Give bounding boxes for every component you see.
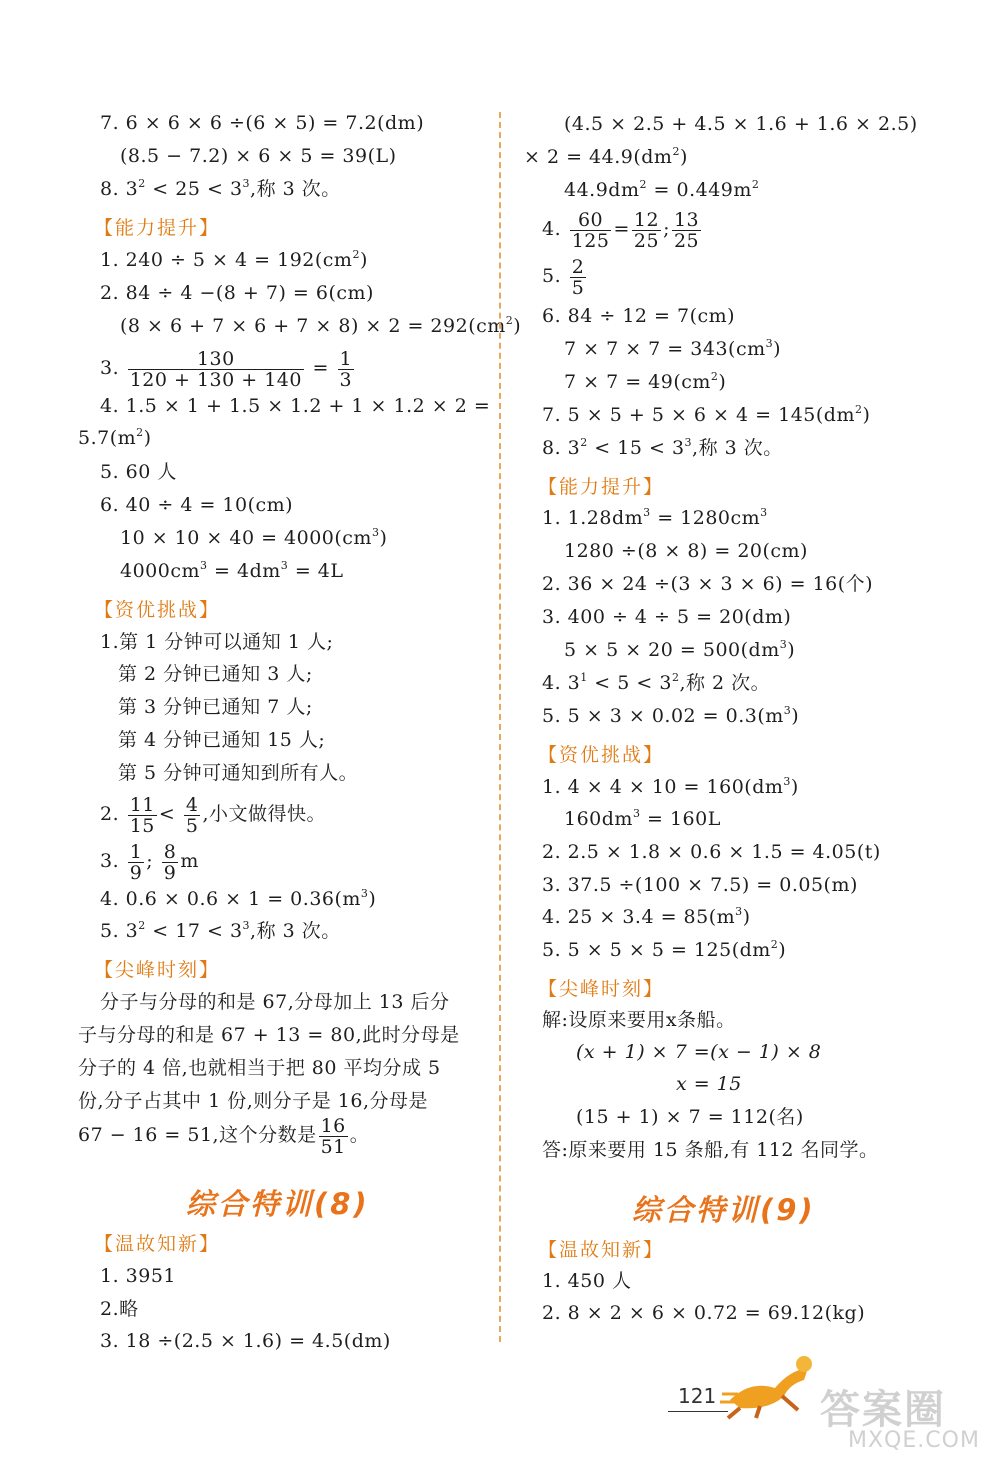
- answer-line: 5. $5 \times 3 \times 0.02 = 0.3(m^3)$: [542, 704, 800, 727]
- page-number-underline: [668, 1411, 728, 1412]
- fraction: $\frac{2}{5}$: [571, 255, 585, 299]
- answer-line: 答:原来要用 15 条船,有 112 名同学。: [542, 1139, 879, 1161]
- answer-line: 6. 40 ÷ 4 = 10(cm): [100, 494, 294, 516]
- section-heading: 【能力提升】: [94, 217, 221, 239]
- answer-line: 2. 36 × 24 ÷(3 × 3 × 6) = 16(个): [542, 573, 874, 595]
- answer-line: 4. $\frac{60}{125}$ = $\frac{12}{25}$ ; $\frac{13}{25}$: [542, 208, 700, 252]
- answer-line: (15 + 1) × 7 = 112(名): [576, 1106, 804, 1128]
- answer-line: 第 4 分钟已通知 15 人;: [118, 729, 326, 751]
- answer-line: 1. $4 \times 4 \times 10 = 160(dm^3)$: [542, 775, 799, 798]
- answer-line: 4. 1.5 × 1 + 1.5 × 1.2 + 1 × 1.2 × 2 =: [100, 395, 491, 417]
- answer-line: 1.第 1 分钟可以通知 1 人;: [100, 631, 334, 653]
- answer-line: (8.5 − 7.2) × 6 × 5 = 39(L): [120, 145, 397, 167]
- answer-line: 2. 8 × 2 × 6 × 0.72 = 69.12(kg): [542, 1302, 866, 1324]
- fraction: $\frac{12}{25}$: [633, 208, 660, 252]
- paragraph-line: 子与分母的和是 67 + 13 = 80,此时分母是: [78, 1024, 460, 1046]
- watermark-logo: 答案圈: [820, 1387, 946, 1433]
- fraction: $\frac{1}{9}$: [129, 840, 143, 884]
- answer-line: 5. 60 人: [100, 461, 177, 483]
- answer-line: 4. $25 \times 3.4 = 85(m^3)$: [542, 905, 751, 928]
- answer-line: 5. $\frac{2}{5}$: [542, 255, 585, 299]
- answer-line: 2.略: [100, 1298, 139, 1320]
- column-divider: [499, 112, 501, 1342]
- answer-line: 第 2 分钟已通知 3 人;: [118, 663, 313, 685]
- fraction: $\frac{60}{125}$: [571, 208, 610, 252]
- paragraph-line: 分子的 4 倍,也就相当于把 80 平均分成 5: [78, 1057, 441, 1079]
- answer-line: 1. 450 人: [542, 1270, 632, 1292]
- answer-line: $44.9dm^2 = 0.449m^2$: [564, 178, 760, 201]
- answer-line: 解:设原来要用x条船。: [542, 1009, 736, 1031]
- answer-line: 3. 400 ÷ 4 ÷ 5 = 20(dm): [542, 606, 792, 628]
- fraction: $\frac{4}{5}$: [185, 793, 199, 837]
- section-heading: 【能力提升】: [538, 476, 665, 498]
- answer-line: $(8 \times 6 + 7 \times 6 + 7 \times 8) \times 2 = 292(cm^2)$: [120, 314, 522, 337]
- section-heading: 【资优挑战】: [94, 599, 221, 621]
- answer-line: 7. $5 \times 5 + 5 \times 6 \times 4 = 145(dm^2)$: [542, 403, 871, 426]
- answer-line: 第 5 分钟可通知到所有人。: [118, 762, 359, 784]
- answer-line: 3. $\frac{130}{120 + 130 + 140}$ = $\frac{1}{3}$: [100, 347, 353, 391]
- answer-line: 3. 37.5 ÷(100 × 7.5) = 0.05(m): [542, 874, 858, 896]
- fraction: $\frac{1}{3}$: [339, 347, 353, 391]
- running-mascot-icon: [720, 1350, 820, 1420]
- answer-line: 7. 6 × 6 × 6 ÷(6 × 5) = 7.2(dm): [100, 112, 425, 134]
- answer-line: 2. $\frac{11}{15}$ < $\frac{4}{5}$ ,小文做得快。: [100, 793, 326, 837]
- answer-line: 3. $\frac{1}{9}$ ; $\frac{8}{9}$ m: [100, 840, 199, 884]
- answer-line: 3. 18 ÷(2.5 × 1.6) = 4.5(dm): [100, 1330, 391, 1352]
- answer-line: $4000cm^3 = 4dm^3 = 4L$: [120, 559, 344, 582]
- answer-line: $160dm^3 = 160L$: [564, 807, 721, 830]
- answer-line: 2. 84 ÷ 4 −(8 + 7) = 6(cm): [100, 282, 374, 304]
- answer-line: × $2 = 44.9(dm^2)$: [524, 145, 688, 168]
- fraction: $\frac{13}{25}$: [673, 208, 700, 252]
- page-number: 121: [678, 1384, 717, 1408]
- answer-line: 1280 ÷(8 × 8) = 20(cm): [564, 540, 808, 562]
- paragraph-line: 67 − 16 = 51,这个分数是 $\frac{16}{51}$ 。: [78, 1114, 370, 1158]
- section-heading: 【资优挑战】: [538, 744, 665, 766]
- answer-line: 2. 2.5 × 1.8 × 0.6 × 1.5 = 4.05(t): [542, 841, 881, 863]
- fraction: $\frac{130}{120 + 130 + 140}$: [129, 347, 302, 391]
- section-heading: 【尖峰时刻】: [538, 978, 665, 1000]
- answer-line: 4. $0.6 \times 0.6 \times 1 = 0.36(m^3)$: [100, 887, 377, 910]
- answer-line: (x + 1) × 7 =(x − 1) × 8: [576, 1041, 822, 1063]
- answer-line: 4. $3^1 < 5 < 3^2$,称 2 次。: [542, 671, 771, 694]
- answer-line: 5. $3^2 < 17 < 3^3$,称 3 次。: [100, 919, 341, 942]
- answer-line: $10 \times 10 \times 40 = 4000(cm^3)$: [120, 526, 388, 549]
- answer-line: 6. 84 ÷ 12 = 7(cm): [542, 305, 736, 327]
- section-title: 综合特训(9): [632, 1193, 816, 1227]
- answer-line: 第 3 分钟已通知 7 人;: [118, 696, 313, 718]
- answer-line: $5.7(m^2)$: [78, 426, 152, 449]
- answer-line: 5. $5 \times 5 \times 5 = 125(dm^2)$: [542, 938, 787, 961]
- answer-line: 1. 3951: [100, 1265, 177, 1287]
- section-title: 综合特训(8): [186, 1187, 370, 1221]
- answer-line: x = 15: [676, 1073, 742, 1095]
- answer-line: 8. $3^2 < 25 < 3^3$,称 3 次。: [100, 177, 341, 200]
- fraction: $\frac{8}{9}$: [163, 840, 177, 884]
- section-heading: 【温故知新】: [94, 1233, 221, 1255]
- fraction: $\frac{16}{51}$: [320, 1114, 346, 1158]
- section-heading: 【温故知新】: [538, 1239, 665, 1261]
- answer-line: 1. $240 \div 5 \times 4 = 192(cm^2)$: [100, 248, 368, 271]
- answer-line: 8. $3^2 < 15 < 3^3$,称 3 次。: [542, 436, 783, 459]
- section-heading: 【尖峰时刻】: [94, 959, 221, 981]
- paragraph-line: 分子与分母的和是 67,分母加上 13 后分: [100, 991, 450, 1013]
- answer-line: (4.5 × 2.5 + 4.5 × 1.6 + 1.6 × 2.5): [564, 113, 918, 135]
- answer-line: $7 \times 7 \times 7 = 343(cm^3)$: [564, 337, 782, 360]
- fraction: $\frac{11}{15}$: [129, 793, 155, 837]
- watermark-url: MXQE.COM: [848, 1428, 980, 1453]
- paragraph-line: 份,分子占其中 1 份,则分子是 16,分母是: [78, 1090, 429, 1112]
- answer-line: $7 \times 7 = 49(cm^2)$: [564, 370, 727, 393]
- answer-line: 1. $1.28dm^3 = 1280cm^3$: [542, 506, 768, 529]
- answer-line: $5 \times 5 \times 20 = 500(dm^3)$: [564, 638, 796, 661]
